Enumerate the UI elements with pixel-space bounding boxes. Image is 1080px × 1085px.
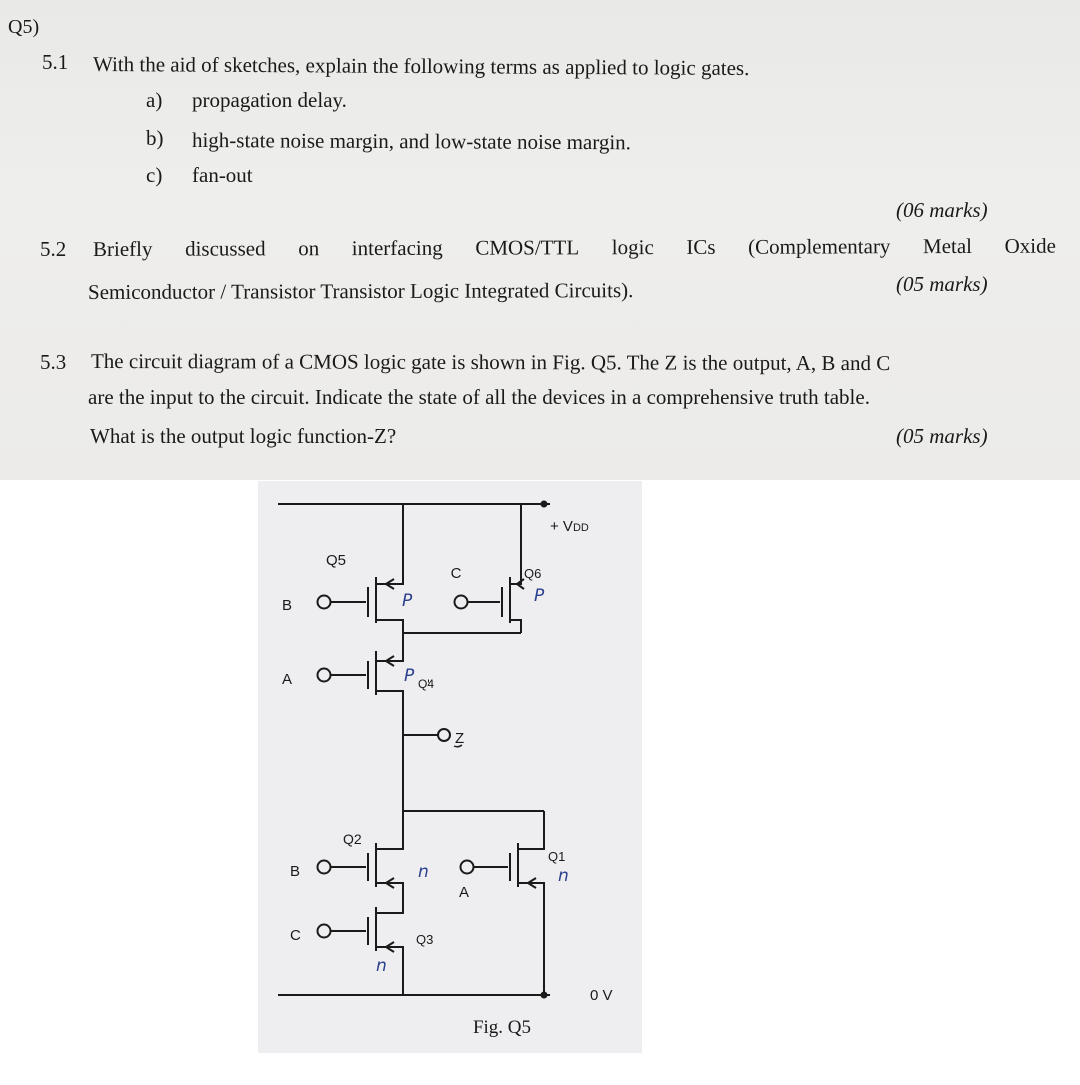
q5-transistor xyxy=(318,504,404,649)
q6-label: Q6 xyxy=(524,566,542,581)
output-terminal xyxy=(438,729,450,741)
vdd-label-sub: DD xyxy=(572,522,589,534)
q5-input-label: B xyxy=(282,597,293,614)
vdd-label xyxy=(550,518,589,535)
part-5-2-word: logic xyxy=(611,235,654,260)
part-5-3-line3: What is the output logic function-Z? xyxy=(90,424,397,448)
part-5-2-word: interfacing xyxy=(351,235,443,261)
q5-type-note: P xyxy=(402,591,413,611)
part-5-2-word: discussed xyxy=(185,236,266,261)
part-5-2-line2: Semiconductor / Transistor Transistor Logic Integrated Circuits). xyxy=(87,278,634,304)
q2-type-note: n xyxy=(418,862,429,882)
part-5-2-word: ICs xyxy=(686,234,716,259)
q2-label: Q2 xyxy=(343,831,362,847)
part-5-2-word: Oxide xyxy=(1004,233,1056,258)
part-5-1-item-a-letter: a) xyxy=(146,88,163,112)
part-5-2-word: CMOS/TTL xyxy=(475,235,580,260)
q4-transistor xyxy=(318,649,404,811)
output-label: Z xyxy=(455,730,465,747)
cmos-circuit-diagram xyxy=(258,481,642,1053)
part-5-3-number: 5.3 xyxy=(40,350,67,374)
q1-label: Q1 xyxy=(548,849,566,864)
question-sheet xyxy=(0,0,1080,480)
part-5-3-line2: are the input to the circuit. Indicate the state of all the devices in a comprehensive truth table. xyxy=(88,385,870,409)
question-label: Q5) xyxy=(8,16,40,38)
part-5-2-word: Briefly xyxy=(92,236,153,261)
q6-transistor xyxy=(403,504,524,633)
q4-input-label: A xyxy=(282,671,293,688)
part-5-1-item-a-text: propagation delay. xyxy=(192,88,347,112)
part-5-1-number: 5.1 xyxy=(42,50,69,74)
ground-label: 0 V xyxy=(590,987,613,1004)
circuit-photo xyxy=(258,481,642,1053)
part-5-1-marks: (06 marks) xyxy=(896,198,988,222)
part-5-3-line1: The circuit diagram of a CMOS logic gate is shown in Fig. Q5. The Z is the output, A, B and C xyxy=(90,349,891,376)
q3-input-label: C xyxy=(290,927,301,944)
part-5-3-marks: (05 marks) xyxy=(896,424,988,448)
part-5-1-item-b-letter: b) xyxy=(146,126,164,150)
part-5-1-text: With the aid of sketches, explain the following terms as applied to logic gates. xyxy=(92,52,750,81)
part-5-1-item-b-text: high-state noise margin, and low-state noise margin. xyxy=(191,128,632,155)
q1-input-label: A xyxy=(459,884,470,901)
part-5-2-word: on xyxy=(298,236,320,261)
vdd-label-main: + V xyxy=(550,518,573,535)
q4-label: Q4 xyxy=(418,677,435,691)
q6-type-note: P xyxy=(534,586,545,606)
part-5-2-word: Metal xyxy=(922,233,973,259)
part-5-1-item-c-letter: c) xyxy=(146,163,163,187)
q5-label: Q5 xyxy=(326,552,347,569)
q3-type-note: n xyxy=(376,956,387,976)
part-5-2-number: 5.2 xyxy=(40,237,67,261)
q2-input-label: B xyxy=(290,863,301,880)
q6-input-label: C xyxy=(450,565,462,582)
q2-transistor xyxy=(318,811,404,901)
q4-type-note: P xyxy=(404,666,415,686)
part-5-2-word: (Complementary xyxy=(748,234,891,259)
figure-caption: Fig. Q5 xyxy=(472,1017,532,1038)
q1-type-note: n xyxy=(558,866,569,886)
q3-label: Q3 xyxy=(416,932,434,947)
q1-transistor xyxy=(461,839,545,995)
part-5-1-item-c-text: fan-out xyxy=(192,163,253,187)
part-5-2-line1 xyxy=(93,234,1056,262)
q3-transistor xyxy=(318,901,404,995)
part-5-2-marks: (05 marks) xyxy=(896,272,988,296)
